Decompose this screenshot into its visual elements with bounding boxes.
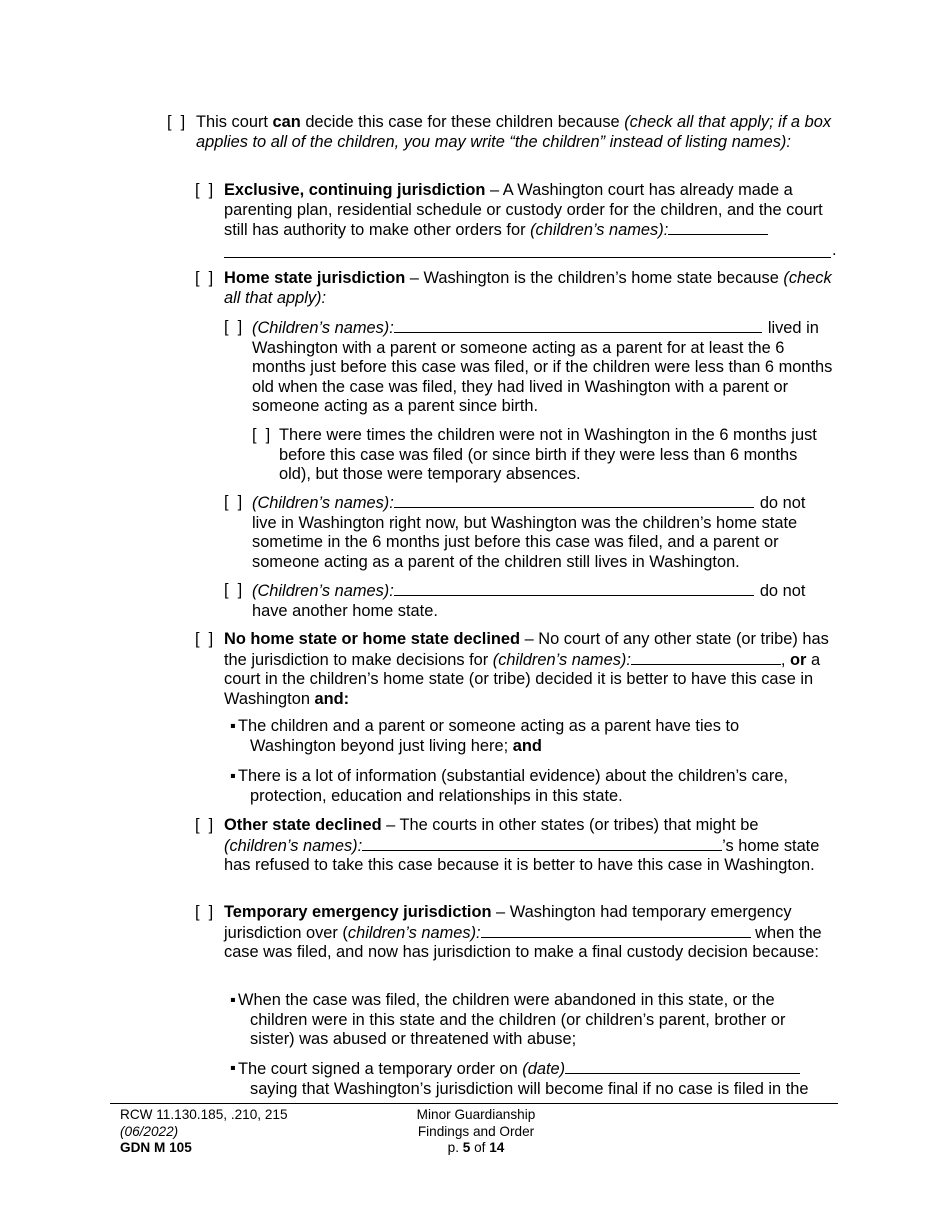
temporary-checkbox[interactable]: [ ] xyxy=(195,903,214,921)
no-home-bullet-1 xyxy=(230,717,810,756)
other-state-item xyxy=(195,816,835,876)
other-state-names-field[interactable] xyxy=(362,836,722,851)
temporary-date-field[interactable] xyxy=(565,1059,800,1074)
footer-rule xyxy=(110,1103,838,1104)
footer-left xyxy=(120,1107,288,1157)
no-home-bullet-2 xyxy=(230,767,810,806)
bullet-icon: ▪ xyxy=(230,717,236,735)
exclusive-names-label: (children’s names): xyxy=(530,221,669,240)
footer-page-total: 14 xyxy=(489,1140,505,1155)
home-state-checkbox[interactable]: [ ] xyxy=(195,269,214,287)
footer-title-2: Findings and Order xyxy=(417,1123,535,1139)
home-opt2-text: live in Washington right now, but Washington was the children’s home state sometime in the 6 months just before this case was filed, and a parent or someone acting as a parent of the children still lives in Washington. xyxy=(252,513,798,571)
no-home-bullet-2-text: There is a lot of information (substantial evidence) about the children’s care, protection, education and relationships in this state. xyxy=(238,767,788,805)
home-opt1-names-field[interactable] xyxy=(394,318,762,333)
temporary-names-label: children’s names): xyxy=(347,923,481,942)
no-home-title: No home state or home state declined xyxy=(224,630,521,648)
footer-page-of: of xyxy=(470,1140,490,1155)
home-opt2-checkbox[interactable]: [ ] xyxy=(224,493,243,511)
footer-date: (06/2022) xyxy=(120,1123,179,1139)
intro-item xyxy=(167,113,837,152)
home-state-title: Home state jurisdiction xyxy=(224,269,406,287)
home-opt3-label: (Children’s names): xyxy=(252,582,394,600)
other-state-after: ’s home state xyxy=(722,836,820,855)
temporary-bullet-2 xyxy=(230,1059,830,1099)
exclusive-names-field-2[interactable] xyxy=(224,240,831,258)
temporary-text-2: case was filed, and now has jurisdiction to make a final custody decision because: xyxy=(224,943,819,962)
home-state-option-1-sub xyxy=(252,426,822,485)
home-opt1-checkbox[interactable]: [ ] xyxy=(224,318,243,336)
exclusive-text: – A Washington court has already made a parenting plan, residential schedule or custody order for the children, and the court still has authority to make other orders for xyxy=(224,181,823,240)
no-home-or: or xyxy=(790,650,807,669)
exclusive-title: Exclusive, continuing jurisdiction xyxy=(224,181,486,199)
footer-rcw: RCW 11.130.185, .210, 215 xyxy=(120,1107,288,1122)
footer-center xyxy=(376,1107,576,1157)
no-home-checkbox[interactable]: [ ] xyxy=(195,630,214,648)
intro-text-can: can xyxy=(272,113,301,131)
temporary-bullet-2-text: The court signed a temporary order on xyxy=(238,1060,523,1078)
no-home-names-field[interactable] xyxy=(631,650,781,665)
other-state-names-label: (children’s names): xyxy=(224,836,363,855)
temporary-names-field[interactable] xyxy=(481,923,751,938)
home-state-option-3 xyxy=(224,581,834,621)
home-opt2-label: (Children’s names): xyxy=(252,494,394,512)
no-home-bullet-1-text: The children and a parent or someone acting as a parent have ties to Washington beyond just living here; xyxy=(238,717,740,755)
no-home-text-1: – No court of any other state (or tribe) has the jurisdiction to make decisions for xyxy=(224,630,829,669)
intro-instructions: (check all that apply; if a box applies to all of the children, you may write “the children” instead of listing names): xyxy=(196,113,832,151)
home-opt1-sub-text: There were times the children were not in Washington in the 6 months just before this case was filed (or since birth if they were less than 6 months old), but those were temporary absences. xyxy=(279,426,817,484)
exclusive-names-field[interactable] xyxy=(668,220,768,235)
temporary-emergency-item xyxy=(195,903,840,963)
no-home-state-item xyxy=(195,630,840,709)
no-home-comma: , xyxy=(780,650,786,669)
bullet-icon: ▪ xyxy=(230,767,236,785)
other-state-checkbox[interactable]: [ ] xyxy=(195,816,214,834)
other-state-text-2: has refused to take this case because it is better to have this case in Washington. xyxy=(224,856,815,875)
no-home-names-label: (children’s names): xyxy=(492,650,631,669)
home-opt1-sub-checkbox[interactable]: [ ] xyxy=(252,426,271,444)
footer-page-prefix: p. xyxy=(447,1140,463,1155)
temporary-text-1: – Washington had temporary emergency jurisdiction over ( xyxy=(224,903,792,942)
home-state-item xyxy=(195,269,835,308)
home-opt3-checkbox[interactable]: [ ] xyxy=(224,581,243,599)
footer-form-number: GDN M 105 xyxy=(120,1140,192,1155)
exclusive-end-period: . xyxy=(832,241,837,259)
intro-text-1: This court xyxy=(196,113,273,131)
other-state-text-1: – The courts in other states (or tribes) that might be xyxy=(381,816,759,834)
temporary-date-label: (date) xyxy=(522,1060,566,1078)
home-state-instructions: (check all that apply): xyxy=(224,269,832,307)
home-state-option-1 xyxy=(224,318,834,417)
temporary-bullet-1-text: When the case was filed, the children were abandoned in this state, or the children were in this state and the children (or children’s parent, brother or sister) was abused or threatened with abuse; xyxy=(238,991,786,1049)
home-opt3-after: do not xyxy=(759,582,806,600)
temporary-after: when the xyxy=(750,923,822,942)
intro-text-2: decide this case for these children because xyxy=(300,113,625,131)
footer-page xyxy=(376,1140,576,1157)
home-state-option-2 xyxy=(224,493,834,572)
footer-title-1: Minor Guardianship xyxy=(416,1107,536,1122)
bullet-icon: ▪ xyxy=(230,1059,236,1077)
exclusive-checkbox[interactable]: [ ] xyxy=(195,181,214,199)
home-opt1-after: lived in xyxy=(767,319,819,337)
home-opt2-names-field[interactable] xyxy=(394,493,754,508)
footer-page-num: 5 xyxy=(462,1140,471,1155)
home-opt1-text: Washington with a parent or someone acting as a parent for at least the 6 months just before this case was filed, or if the children were less than 6 months old when the case was filed, they had lived in Washington with a parent or someone acting as a parent since birth. xyxy=(252,338,833,416)
exclusive-jurisdiction-item xyxy=(195,181,840,241)
home-opt3-names-field[interactable] xyxy=(394,581,754,596)
no-home-bullet-1-and: and xyxy=(512,736,542,755)
temporary-title: Temporary emergency jurisdiction xyxy=(224,903,492,921)
other-state-title: Other state declined xyxy=(224,816,382,834)
home-opt3-text: have another home state. xyxy=(252,601,438,620)
no-home-text-2: a court in the children’s home state (or tribe) decided it is better to have this case in Washington xyxy=(224,650,821,708)
intro-checkbox[interactable]: [ ] xyxy=(167,113,186,131)
home-opt2-after: do not xyxy=(759,494,806,512)
temporary-bullet-1 xyxy=(230,991,815,1050)
bullet-icon: ▪ xyxy=(230,991,236,1009)
home-state-text: – Washington is the children’s home state because xyxy=(405,269,784,287)
temporary-bullet-2-rest: saying that Washington’s jurisdiction will become final if no case is filed in the xyxy=(250,1079,809,1098)
no-home-and: and: xyxy=(314,689,350,708)
home-opt1-label: (Children’s names): xyxy=(252,319,394,337)
